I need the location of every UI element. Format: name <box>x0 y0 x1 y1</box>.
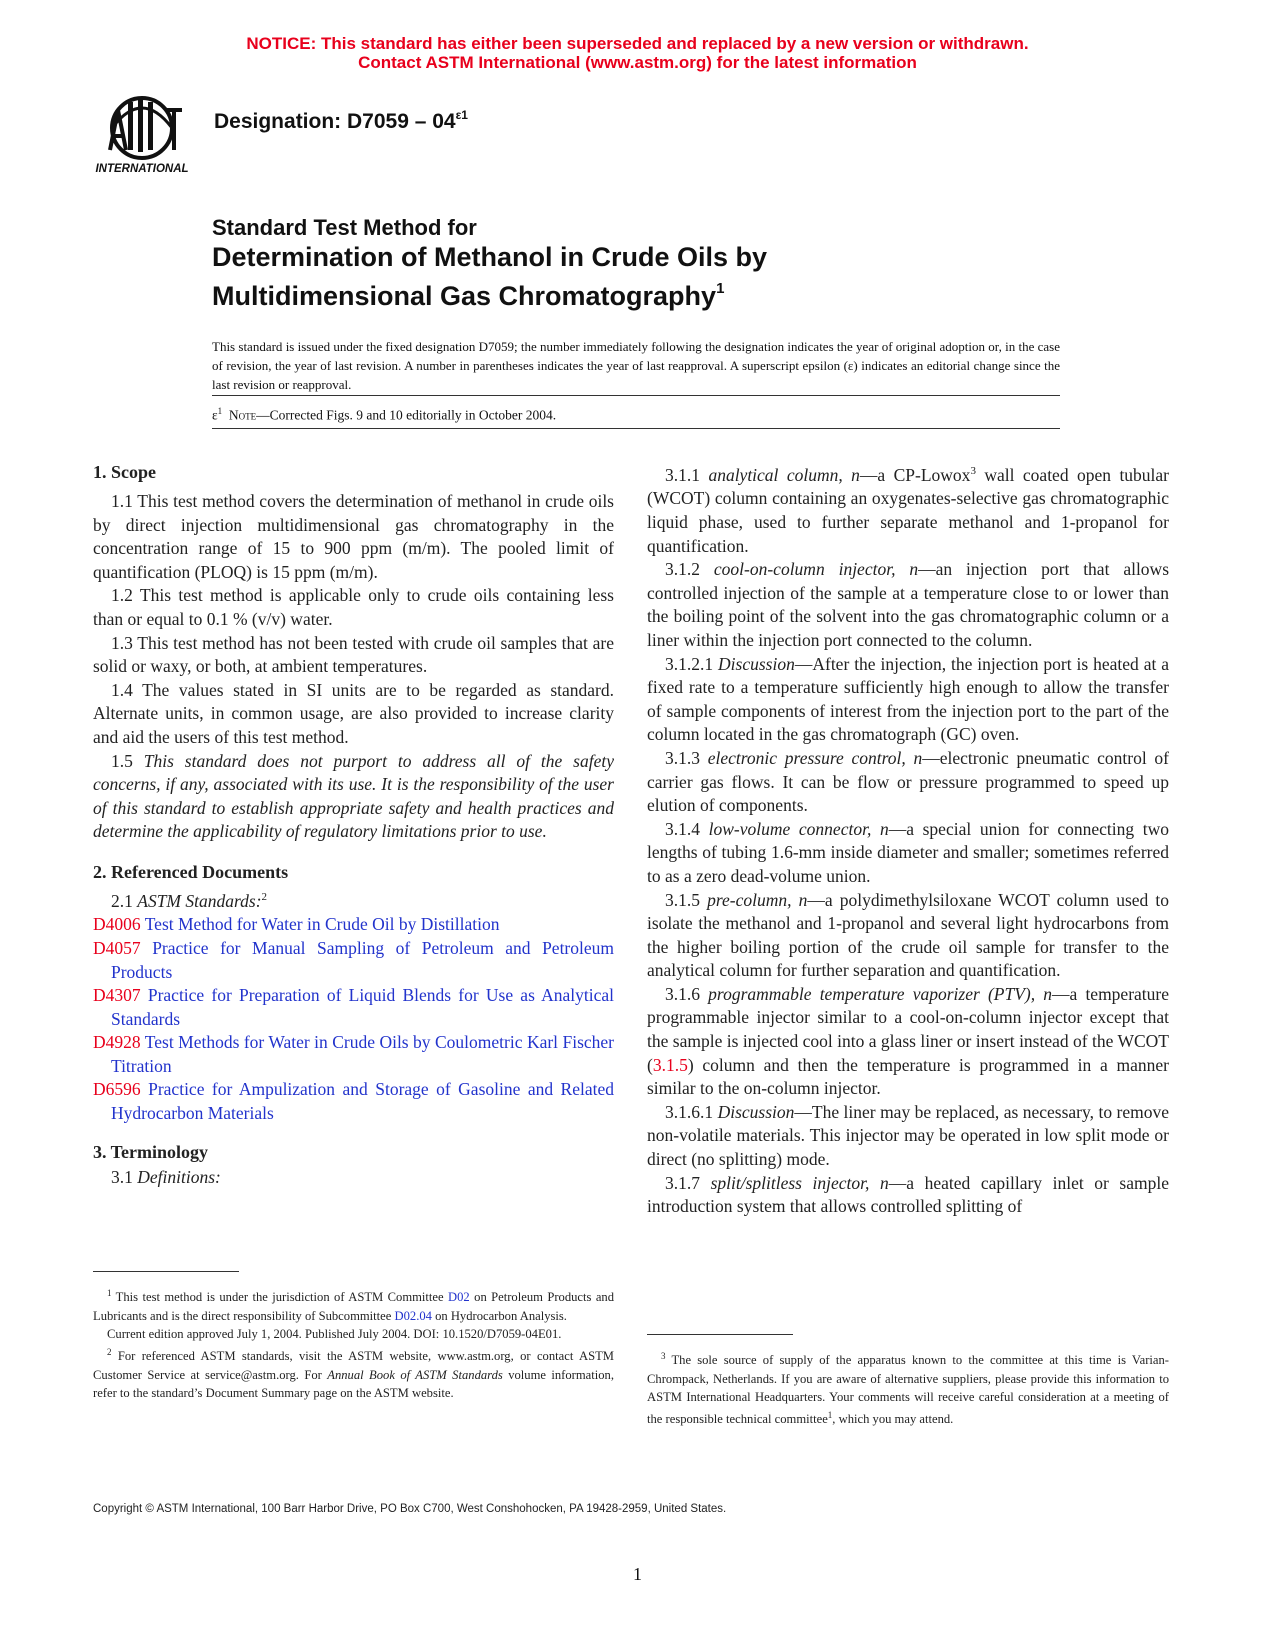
para-1-5-text: This standard does not purport to address all of the safety concerns, if any, associated with its use. It is the responsibility of the user of this standard to establish appropriate safety and health practices and determine the applicability of regulatory limitations prior to use. <box>93 750 614 842</box>
def-text: —a polydimethylsiloxane WCOT column used to isolate the methanol and 1-propanol and several light hydrocarbons from the higher boiling portion of the crude oil sample for transfer to the analytical column for further separation and quantification. <box>647 889 1170 981</box>
ref-item[interactable] <box>93 1078 614 1125</box>
designation <box>214 108 468 134</box>
def-3-1-4 <box>647 818 1169 889</box>
subcommittee-link[interactable]: D02.04 <box>394 1308 432 1323</box>
footnotes-left <box>93 1284 614 1403</box>
para-1-5-num: 1.5 <box>111 750 133 771</box>
def-num: 3.1.3 <box>665 747 700 768</box>
def-3-1-6-1 <box>647 1101 1169 1172</box>
right-column <box>647 460 1169 1219</box>
copyright-line: Copyright © ASTM International, 100 Barr Harbor Drive, PO Box C700, West Conshohocken, PA 19428-2959, United States. <box>93 1503 727 1515</box>
ref-designation[interactable]: D4057 <box>93 937 141 958</box>
def-3-1-1 <box>647 460 1169 558</box>
footnote-2 <box>93 1343 614 1402</box>
left-column <box>93 460 614 1189</box>
def-text: —After the injection, the injection port is heated at a fixed rate to a temperature sufficiently high enough to allow the transfer of sample components of interest from the injection port to the part of the column located in the gas chromatograph (GC) oven. <box>647 653 1170 745</box>
ref-designation[interactable]: D4006 <box>93 914 141 935</box>
def-num: 3.1.2.1 <box>665 653 714 674</box>
title-line-3 <box>212 273 767 312</box>
ref-designation[interactable]: D6596 <box>93 1079 141 1100</box>
ref-designation[interactable]: D4307 <box>93 985 141 1006</box>
def-text: —electronic pneumatic control of carrier gas flows. It can be flow or pressure programmed to speed up elution of components. <box>647 747 1169 816</box>
para-1-1: 1.1 This test method covers the determination of methanol in crude oils by direct injection multidimensional gas chromatography in the concentration range of 15 to 900 ppm (m/m). The pooled limit of quantification (PLOQ) is 15 ppm (m/m). <box>93 491 614 582</box>
para-2-1-num: 2.1 <box>111 890 133 911</box>
committee-link[interactable]: D02 <box>448 1290 470 1305</box>
title-line-2: Determination of Methanol in Crude Oils by <box>212 242 768 272</box>
fn-sup: 3 <box>661 1351 666 1361</box>
page-number: 1 <box>633 1564 642 1584</box>
fn-text: on Petroleum Products and Lubricants and is the direct responsibility of Subcommittee <box>93 1290 614 1323</box>
def-3-1-2-1 <box>647 653 1169 747</box>
def-term: analytical column, n <box>708 464 860 485</box>
title-line-1: Standard Test Method for <box>212 215 477 240</box>
header-rule-bottom <box>212 428 1060 429</box>
para-3-1-num: 3.1 <box>111 1166 133 1187</box>
def-term: pre-column, n <box>707 889 808 910</box>
para-1-5 <box>93 750 614 844</box>
fn-text: , which you may attend. <box>832 1412 954 1427</box>
title-footnote-ref: 1 <box>716 280 725 297</box>
def-footnote-ref: 3 <box>970 465 976 477</box>
def-3-1-7 <box>647 1172 1169 1219</box>
def-num: 3.1.6.1 <box>665 1101 714 1122</box>
def-num: 3.1.5 <box>665 889 700 910</box>
designation-sup: ε1 <box>455 108 468 122</box>
def-term: Discussion <box>717 1101 795 1122</box>
ref-item[interactable] <box>93 1031 614 1078</box>
footnotes-right <box>647 1347 1169 1429</box>
def-term: cool-on-column injector, n <box>713 559 919 580</box>
para-1-3: 1.3 This test method has not been tested with crude oil samples that are solid or waxy, or both, at ambient temperatures. <box>93 632 614 677</box>
header-rule-top <box>212 395 1060 396</box>
ref-title-link[interactable]: Practice for Preparation of Liquid Blends for Use as Analytical Standards <box>111 985 614 1029</box>
fn-text: on Hydrocarbon Analysis. <box>431 1308 567 1323</box>
para-2-1 <box>93 886 614 913</box>
fn-text: The sole source of supply of the apparatus known to the committee at this time is Varian-Chrompack, Netherlands. If you are aware of alternative suppliers, please provide this information to ASTM International Headquarters. Your comments will receive careful consideration at a meeting of the responsible technical committee <box>647 1353 1169 1427</box>
note-label: Note <box>228 407 257 423</box>
def-3-1-3 <box>647 747 1169 818</box>
footnote-3 <box>647 1347 1169 1429</box>
def-term: low-volume connector, n <box>708 818 889 839</box>
astm-logo <box>88 92 196 182</box>
fn-text: volume information, refer to the standard’s Document Summary page on the ASTM website. <box>93 1368 614 1401</box>
def-num: 3.1.7 <box>665 1172 700 1193</box>
logo-wordmark: INTERNATIONAL <box>95 163 189 175</box>
fn-sup: 1 <box>827 1410 833 1421</box>
para-1-2: 1.2 This test method is applicable only to crude oils containing less than or equal to 0.1 % (v/v) water. <box>93 585 614 629</box>
ref-item[interactable] <box>93 913 614 937</box>
def-text: —an injection port that allows controlled injection of the sample at a temperature close to or lower than the boiling point of the solvent into the gas chromatographic column or a liner within the injection port connected to the column. <box>647 559 1170 650</box>
def-text: —a special union for connecting two lengths of tubing 1.6-mm inside diameter and smaller; sometimes referred to as a zero dead-volume union. <box>647 818 1170 886</box>
def-term: electronic pressure control, n <box>707 747 923 768</box>
ref-title-link[interactable]: Test Method for Water in Crude Oil by Distillation <box>144 914 500 935</box>
notice-line-2: Contact ASTM International (www.astm.org) for the latest information <box>358 53 917 72</box>
def-text: —a heated capillary inlet or sample introduction system that allows controlled splitting of <box>647 1172 1169 1217</box>
standard-title <box>212 214 767 312</box>
def-term: Discussion <box>718 653 795 674</box>
refdocs-heading: 2. Referenced Documents <box>93 861 289 882</box>
def-3-1-2 <box>647 558 1169 652</box>
para-2-1-text: ASTM Standards: <box>137 890 262 911</box>
def-term: split/splitless injector, n <box>710 1172 889 1193</box>
def-text: —a temperature programmable injector similar to a cool-on-column injector except that the sample is injected cool into a glass liner or insert instead of the WCOT ( <box>647 983 1169 1075</box>
def-num: 3.1.2 <box>665 559 700 580</box>
ref-designation[interactable]: D4928 <box>93 1032 141 1053</box>
para-3-1-text: Definitions: <box>137 1166 221 1187</box>
fn-sup: 2 <box>107 1347 112 1358</box>
def-3-1-6 <box>647 983 1169 1101</box>
def-term: programmable temperature vaporizer (PTV), n <box>708 983 1053 1004</box>
terminology-heading: 3. Terminology <box>93 1141 209 1162</box>
def-text-cont: ) column and then the temperature is programmed in a manner similar to the on-column injector. <box>647 1054 1169 1099</box>
def-num: 3.1.4 <box>665 818 700 839</box>
footnote-rule-right <box>647 1334 793 1335</box>
para-3-1 <box>93 1166 614 1190</box>
def-num: 3.1.1 <box>665 464 700 485</box>
footnote-1-edition: Current edition approved July 1, 2004. Published July 2004. DOI: 10.1520/D7059-04E01. <box>107 1327 562 1341</box>
def-text: —The liner may be replaced, as necessary, to remove non-volatile materials. This injector may be operated in low split mode or direct (no splitting) mode. <box>647 1101 1169 1170</box>
note-text: —Corrected Figs. 9 and 10 editorially in October 2004. <box>256 407 557 423</box>
para-1-4: 1.4 The values stated in SI units are to be regarded as standard. Alternate units, in common usage, are also provided to increase clarity and aid the users of this test method. <box>93 679 614 747</box>
ref-title-link[interactable]: Test Methods for Water in Crude Oils by Coulometric Karl Fischer Titration <box>111 1032 615 1076</box>
ref-title-link[interactable]: Practice for Manual Sampling of Petroleum and Petroleum Products <box>111 937 614 982</box>
editorial-note <box>212 406 556 424</box>
notice-line-1: NOTICE: This standard has either been superseded and replaced by a new version or withdrawn. <box>246 34 1029 53</box>
para-2-1-sup: 2 <box>261 890 268 903</box>
section-link[interactable]: 3.1.5 <box>652 1054 688 1075</box>
ref-item[interactable] <box>93 937 614 984</box>
scope-heading: 1. Scope <box>93 462 156 482</box>
footnote-rule-left <box>93 1271 239 1272</box>
ref-item[interactable] <box>93 984 614 1031</box>
fn-text: For referenced ASTM standards, visit the ASTM website, www.astm.org, or contact ASTM Customer Service at service@astm.org. For <box>93 1349 614 1382</box>
fn-sup: 1 <box>107 1288 112 1298</box>
note-epsilon-sup: 1 <box>217 406 223 416</box>
fn-italic: Annual Book of ASTM Standards <box>327 1368 503 1382</box>
fn-text: This test method is under the jurisdiction of ASTM Committee <box>111 1290 449 1305</box>
issuance-statement: This standard is issued under the fixed designation D7059; the number immediately following the designation indicates the year of original adoption or, in the case of revision, the year of last revision. A number in parentheses indicates the year of last reapproval. A superscript epsilon (ε) indicates an editorial change since the last revision or reapproval. <box>212 339 1060 392</box>
designation-label: Designation: D7059 – 04 <box>214 110 456 133</box>
withdrawn-notice <box>0 34 1275 72</box>
def-3-1-5 <box>647 889 1169 983</box>
def-text-cont: wall coated open tubular (WCOT) column containing an oxygenates-selective gas chromatographic liquid phase, used to further separate methanol and 1-propanol for quantification. <box>647 464 1170 556</box>
ref-title-link[interactable]: Practice for Ampulization and Storage of Gasoline and Related Hydrocarbon Materials <box>111 1079 614 1124</box>
def-num: 3.1.6 <box>665 983 700 1004</box>
footnote-1 <box>93 1284 614 1325</box>
title-line-3-text: Multidimensional Gas Chromatography <box>212 281 717 311</box>
note-epsilon: ε <box>212 407 218 423</box>
def-text: —a CP-Lowox <box>859 464 971 485</box>
